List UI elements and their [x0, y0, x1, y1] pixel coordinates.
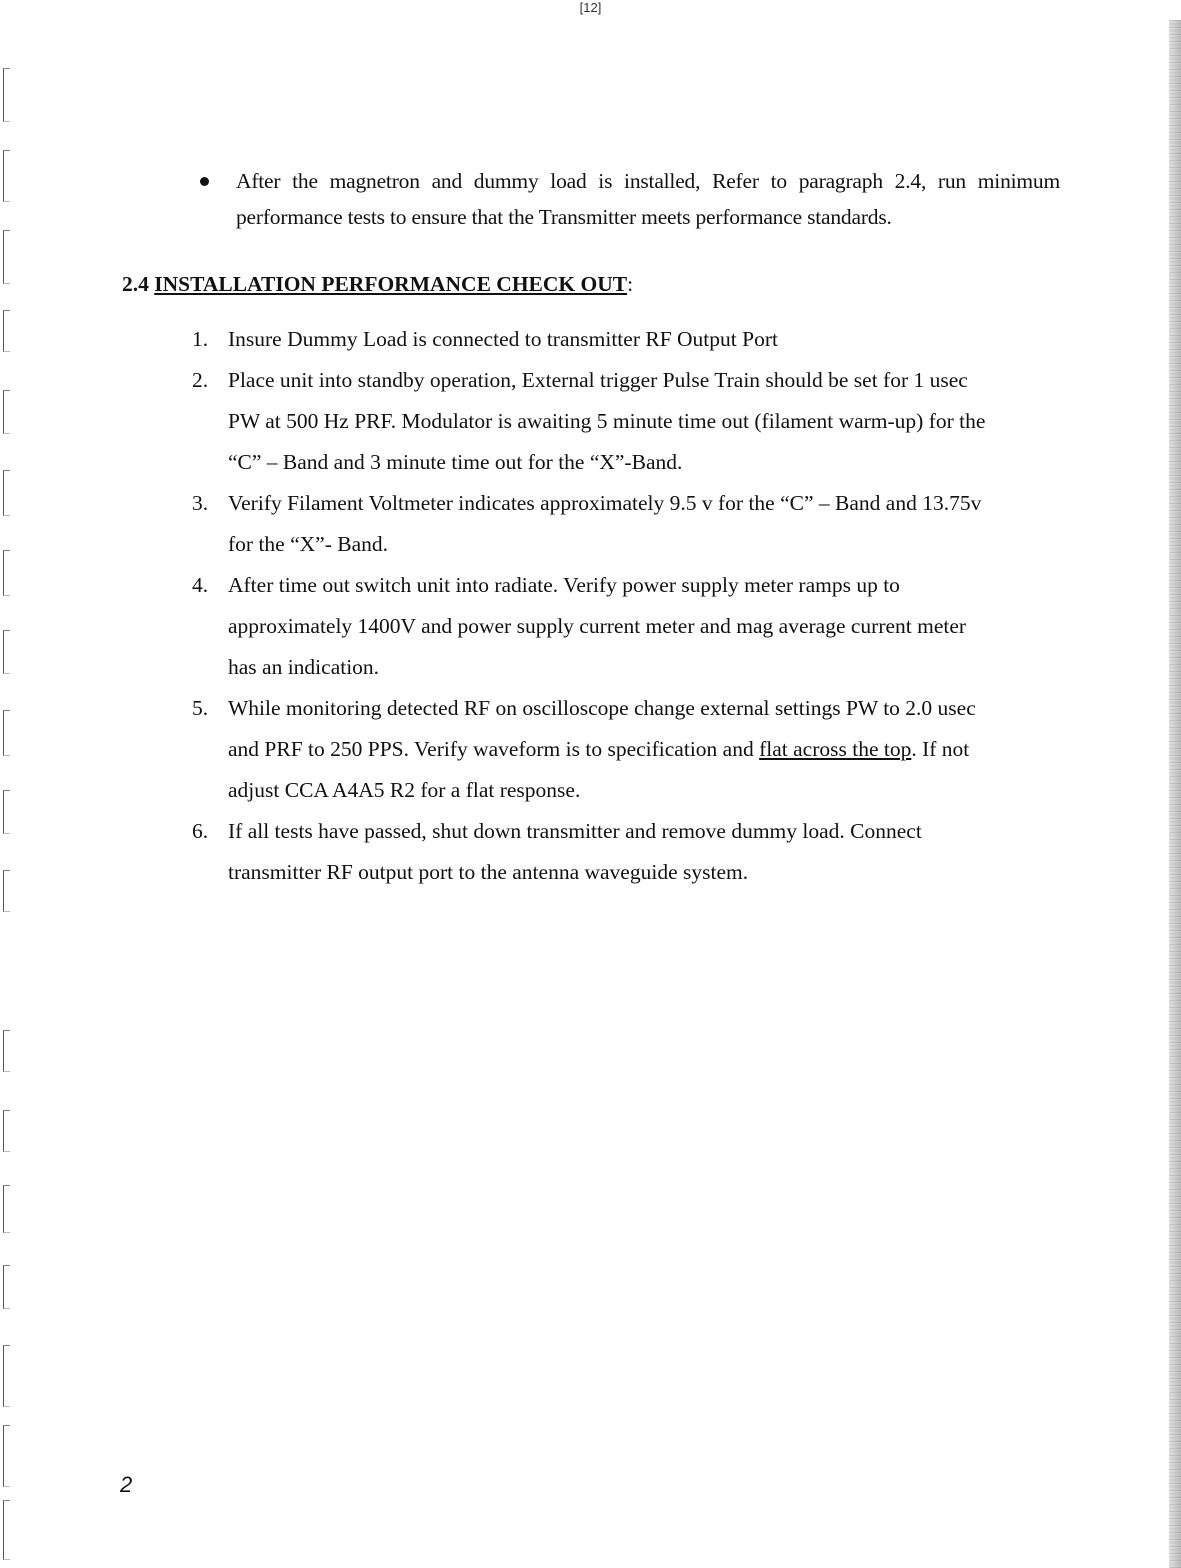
- list-item: [192, 319, 1072, 360]
- binder-mark: [3, 150, 10, 202]
- step-line-text: and PRF to 250 PPS. Verify waveform is to specification and: [228, 737, 760, 761]
- binder-mark: [3, 1265, 10, 1309]
- binder-mark: [3, 870, 10, 912]
- page-number: 2: [120, 1472, 133, 1497]
- step-line: transmitter RF output port to the antenna waveguide system.: [228, 860, 749, 884]
- step-line-text: . If not: [911, 737, 970, 761]
- binder-mark: [3, 1425, 10, 1487]
- step-line: PW at 500 Hz PRF. Modulator is awaiting 5 minute time out (filament warm-up) for the: [228, 409, 986, 433]
- bullet-item: [200, 163, 1060, 235]
- list-item: [192, 688, 1072, 811]
- step-line: If all tests have passed, shut down transmitter and remove dummy load. Connect: [228, 819, 922, 843]
- step-number: 2.: [192, 368, 209, 392]
- step-number: 5.: [192, 696, 209, 720]
- bullet-icon: [200, 177, 209, 186]
- binder-mark: [3, 390, 10, 434]
- step-line: While monitoring detected RF on oscilloscope change external settings PW to 2.0 usec: [228, 696, 976, 720]
- step-line: approximately 1400V and power supply current meter and mag average current meter: [228, 614, 967, 638]
- binder-mark: [3, 310, 10, 352]
- list-item: [192, 483, 1072, 565]
- scanned-page-edge: [1169, 20, 1181, 1568]
- step-text: Insure Dummy Load is connected to transmitter RF Output Port: [228, 327, 778, 351]
- binder-mark: [3, 470, 10, 516]
- binder-mark: [3, 1030, 10, 1072]
- step-number: 3.: [192, 491, 209, 515]
- step-line: After time out switch unit into radiate. Verify power supply meter ramps up to: [228, 573, 900, 597]
- step-line: “C” – Band and 3 minute time out for the “X”-Band.: [228, 450, 683, 474]
- step-number: 4.: [192, 573, 209, 597]
- step-line: has an indication.: [228, 655, 380, 679]
- checkout-steps: [192, 319, 1072, 893]
- step-number: 1.: [192, 327, 209, 351]
- page-marker: [12]: [579, 0, 602, 15]
- binder-mark: [3, 710, 10, 756]
- section-number: 2.4: [122, 272, 149, 296]
- binder-mark: [3, 550, 10, 596]
- scanned-binder-edge: [0, 60, 30, 1560]
- list-item: [192, 565, 1072, 688]
- list-item: [192, 811, 1072, 893]
- bullet-text: After the magnetron and dummy load is installed, Refer to paragraph 2.4, run minimum performance tests to ensure that the Transmitter meets performance standards.: [236, 169, 1060, 229]
- binder-mark: [3, 1185, 10, 1233]
- binder-mark: [3, 1110, 10, 1152]
- emphasis-underlined: flat across the top: [759, 737, 912, 761]
- step-line: adjust CCA A4A5 R2 for a flat response.: [228, 778, 581, 802]
- section-colon: :: [627, 272, 634, 296]
- step-number: 6.: [192, 819, 209, 843]
- binder-mark: [3, 630, 10, 674]
- step-line: Verify Filament Voltmeter indicates approximately 9.5 v for the “C” – Band and 13.75v: [228, 491, 982, 515]
- binder-mark: [3, 1345, 10, 1407]
- section-heading: [122, 266, 633, 302]
- step-line: Place unit into standby operation, External trigger Pulse Train should be set for 1 usec: [228, 368, 968, 392]
- binder-mark: [3, 230, 10, 284]
- list-item: [192, 360, 1072, 483]
- step-line: [228, 729, 1072, 770]
- binder-mark: [3, 68, 10, 122]
- binder-mark: [3, 1500, 10, 1560]
- step-line: for the “X”- Band.: [228, 532, 388, 556]
- binder-mark: [3, 790, 10, 834]
- section-title: INSTALLATION PERFORMANCE CHECK OUT: [154, 272, 628, 296]
